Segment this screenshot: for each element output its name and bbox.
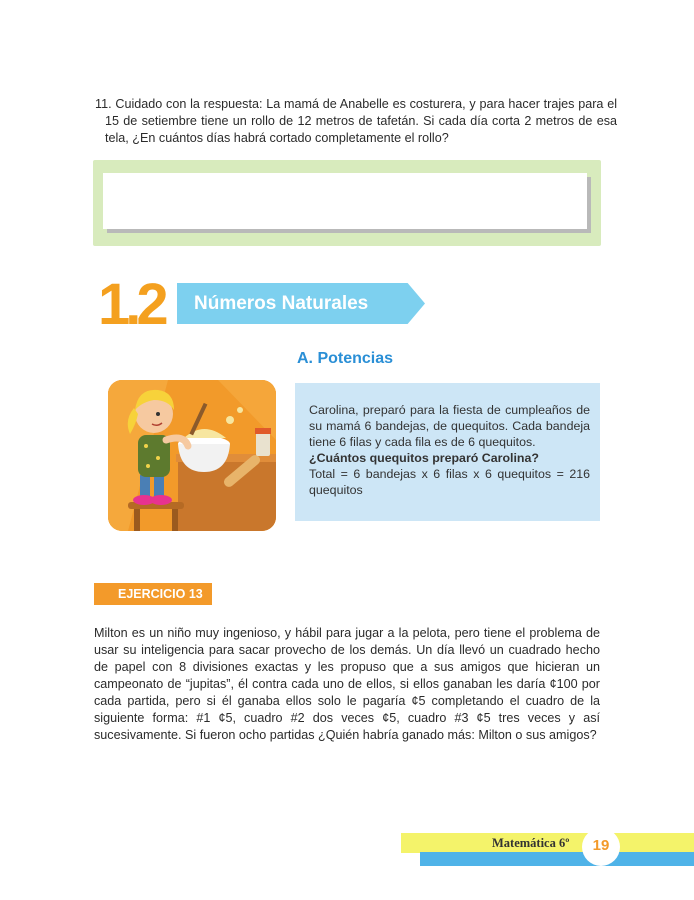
footer-blue-band — [420, 852, 694, 866]
question-11 — [95, 96, 617, 147]
footer-subject: Matemática 6º — [492, 836, 570, 850]
girl-baking-illustration — [108, 380, 276, 531]
section-title: Números Naturales — [194, 293, 369, 314]
answer-input-box[interactable] — [103, 173, 587, 229]
exercise-label: EJERCICIO 13 — [94, 583, 212, 605]
question-text: Cuidado con la respuesta: La mamá de Anabelle es costurera, y para hacer trajes para el 15 de setiembre tiene un rollo de 12 metros de tafetán. Si cada día corta 2 metros de esa tela, ¿En cuántos días habrá cortado completamente el rollo? — [105, 97, 617, 145]
info-question: ¿Cuántos quequitos preparó Carolina? — [309, 451, 539, 465]
subsection-title: A. Potencias — [297, 350, 394, 367]
question-number: 11. — [95, 97, 112, 111]
info-box — [295, 383, 600, 521]
section-number: 1.2 — [98, 272, 164, 337]
info-answer: Total = 6 bandejas x 6 filas x 6 quequitos = 216 quequitos — [309, 467, 590, 497]
illustration-svg — [108, 380, 276, 531]
exercise-text: Milton es un niño muy ingenioso, y hábil para jugar a la pelota, pero tiene el problema de usar su inteligencia para sacar provecho de los demás. Un día llevó un cuadrado hecho de papel con 8 divisiones exactas y les propuso que a sus amigos que hicieran un campeonato de “jupitas”, él contra cada uno de ellos, si ellos ganaban les daría ¢100 por cada partida, pero si él ganaba ellos solo le pagaría ¢5 completando el cuadro de la siguiente forma: #1 ¢5, cuadro #2 dos veces ¢5, cuadro #3 ¢5 tres veces y así sucesivamente. Si fueron ocho partidas ¿Quién habría ganado más: Milton o sus amigos? — [94, 626, 600, 742]
info-intro: Carolina, preparó para la fiesta de cumpleaños de su mamá 6 bandejas, de quequitos. Cada bandeja tiene 6 filas y cada fila es de 6 quequitos. — [309, 403, 590, 449]
answer-area — [93, 160, 601, 246]
page-number: 19 — [592, 837, 610, 854]
